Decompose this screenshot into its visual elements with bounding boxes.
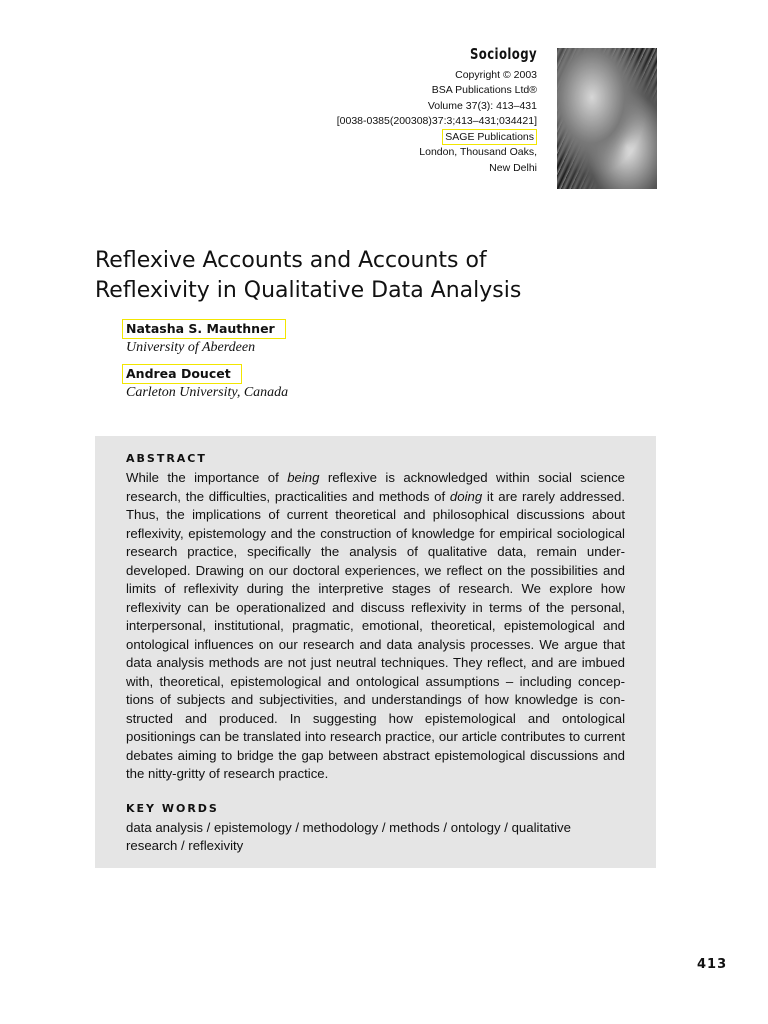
author-affiliation: University of Aberdeen bbox=[126, 340, 256, 355]
keywords-text: data analysis / epistemology / methodology / methods / ontology / qualitative research / reflexivity bbox=[126, 819, 571, 853]
journal-header bbox=[277, 44, 537, 176]
keywords-heading: KEY WORDS bbox=[126, 801, 219, 815]
journal-cover-image bbox=[557, 48, 657, 189]
abstract-box bbox=[95, 436, 656, 868]
abstract-emphasis: being bbox=[287, 470, 320, 485]
author-name-highlight[interactable]: Natasha S. Mauthner bbox=[122, 319, 286, 339]
author-affiliation: Carleton University, Canada bbox=[126, 385, 289, 400]
locations-line-2: New Delhi bbox=[489, 161, 537, 174]
journal-name: Sociology bbox=[469, 45, 537, 63]
abstract-text-part: reflexive is acknowledged within social science research, the difficulties, practicalities and methods of bbox=[126, 470, 626, 504]
abstract-content bbox=[126, 452, 625, 856]
abstract-heading: ABSTRACT bbox=[126, 452, 207, 465]
abstract-text bbox=[126, 469, 625, 784]
author-name-highlight[interactable]: Andrea Doucet bbox=[122, 364, 242, 384]
volume-line: Volume 37(3): 413–431 bbox=[427, 99, 537, 112]
sage-publications-highlight[interactable]: SAGE Publications bbox=[442, 129, 537, 145]
abstract-text-part: While the importance of bbox=[126, 470, 288, 485]
copyright-line: Copyright © 2003 bbox=[455, 69, 537, 81]
author-list bbox=[122, 318, 288, 408]
locations-line-1: London, Thousand Oaks, bbox=[419, 146, 537, 159]
page-number: 413 bbox=[697, 957, 728, 972]
abstract-emphasis: doing bbox=[449, 488, 483, 504]
title-line-1: Reflexive Accounts and Accounts of bbox=[95, 248, 487, 273]
doi-code-line: [0038-0385(200308)37:3;413–431;034421] bbox=[336, 114, 537, 127]
abstract-text-part: it are rarely addressed. Thus, the implications of current theoretical and philosophical discussions about reflexivity, epistemology and the construction of knowledge for empirical sociological research practice, specifically the analysis of qualitative data, remain underdeveloped. Drawing on our doctoral experiences, we reflect on the possibilities and limits of reflexivity during the interpretive stages of research. We explore how reflexivity can be operationalized and discuss reflexivity in terms of the personal, interpersonal, institutional, pragmatic, emotional, theoretical, epistemological and ontological influences on our research and data analysis processes. We argue that data analysis methods are not just neutral techniques. They reflect, and are imbued with, theoretical, epistemological and ontological assumptions – including conceptions of subjects and subjectivities, and understandings of how knowledge is constructed and produced. In suggesting how epistemological and ontological positionings can be translated into research practice, our article contributes to current debates aiming to bridge the gap between abstract epistemological discussions and the nitty-gritty of research practice. bbox=[126, 488, 625, 781]
publisher-line: BSA Publications Ltd® bbox=[431, 84, 537, 97]
title-line-2: Reflexivity in Qualitative Data Analysis bbox=[95, 278, 522, 303]
author-entry bbox=[122, 318, 288, 357]
sage-line bbox=[277, 129, 537, 145]
article-title bbox=[95, 246, 655, 306]
author-entry bbox=[122, 363, 288, 402]
